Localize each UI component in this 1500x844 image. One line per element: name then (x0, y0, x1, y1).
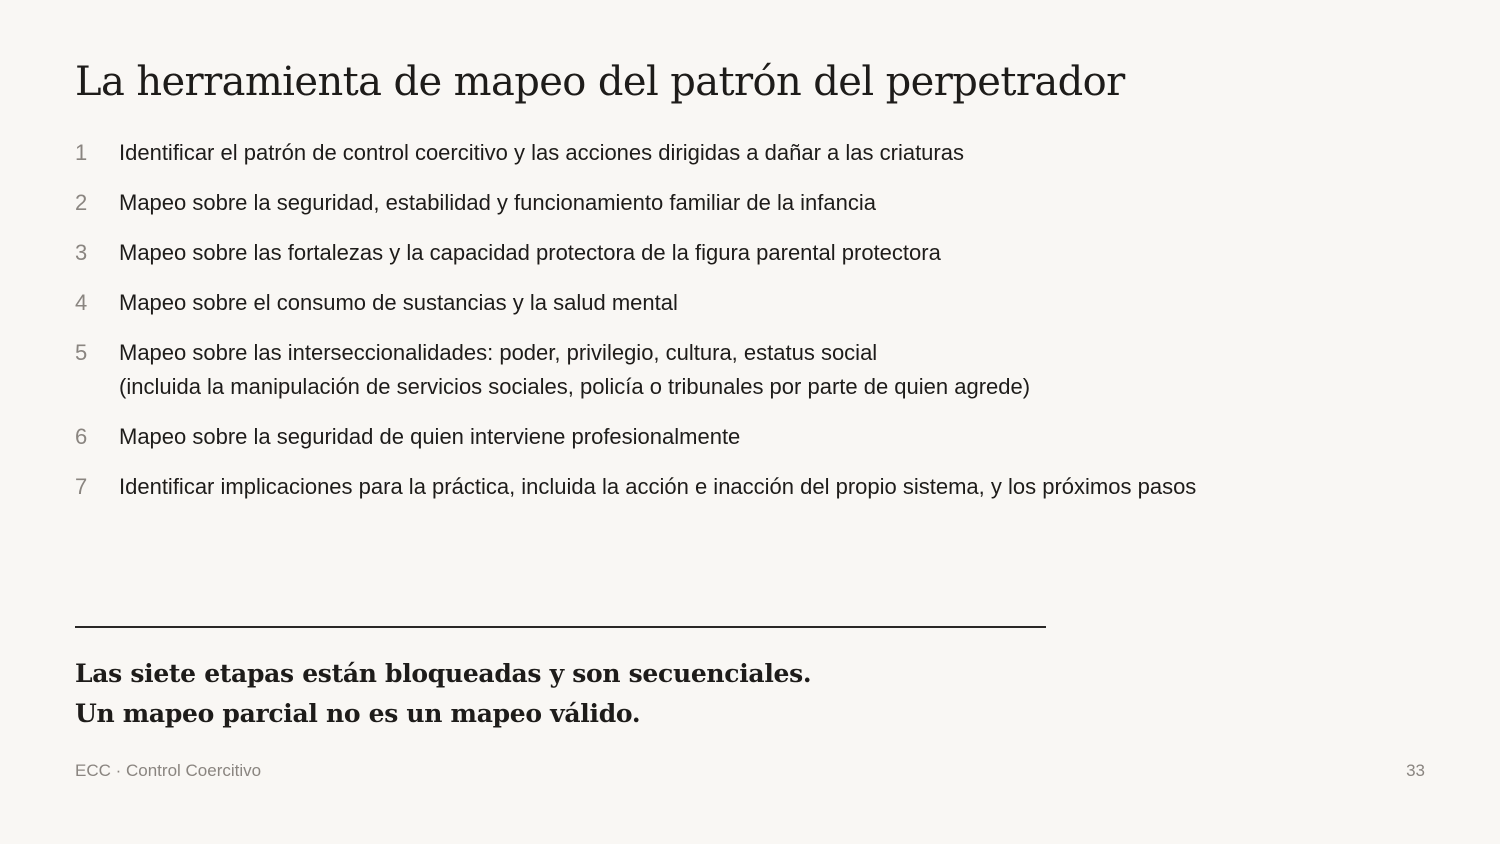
step-number: 5 (75, 340, 88, 365)
step-line: Mapeo sobre las fortalezas y la capacidad protectora de la figura parental protectora (119, 240, 941, 265)
page-number: 33 (1406, 761, 1425, 780)
step-line: Mapeo sobre la seguridad, estabilidad y funcionamiento familiar de la infancia (119, 190, 877, 215)
footer-source: ECC · Control Coercitivo (75, 761, 262, 780)
step-item (75, 470, 1375, 504)
step-text (119, 186, 876, 220)
step-text (119, 470, 1196, 504)
step-item (75, 186, 1375, 220)
divider (75, 626, 1046, 628)
closing-statement (75, 654, 811, 734)
step-text (119, 136, 964, 170)
step-item (75, 336, 1375, 404)
step-line: Mapeo sobre la seguridad de quien interviene profesionalmente (119, 424, 741, 449)
step-item (75, 286, 1375, 320)
step-number: 2 (75, 190, 88, 215)
step-line: Identificar el patrón de control coercitivo y las acciones dirigidas a dañar a las criaturas (119, 140, 964, 165)
step-text (119, 336, 1030, 404)
step-number: 1 (75, 140, 88, 165)
steps-list (75, 136, 1375, 520)
closing-line: Las siete etapas están bloqueadas y son secuenciales. (75, 659, 812, 688)
step-number: 3 (75, 240, 88, 265)
slide-title: La herramienta de mapeo del patrón del perpetrador (75, 59, 1125, 105)
step-number: 4 (75, 290, 88, 315)
step-number: 7 (75, 474, 88, 499)
step-text (119, 286, 678, 320)
step-item (75, 236, 1375, 270)
step-item (75, 420, 1375, 454)
step-line: Mapeo sobre el consumo de sustancias y la salud mental (119, 290, 678, 315)
step-line: Mapeo sobre las interseccionalidades: poder, privilegio, cultura, estatus social (119, 340, 878, 365)
step-text (119, 420, 740, 454)
step-text (119, 236, 941, 270)
step-line: (incluida la manipulación de servicios sociales, policía o tribunales por parte de quien agrede) (119, 374, 1031, 399)
step-item (75, 136, 1375, 170)
closing-line: Un mapeo parcial no es un mapeo válido. (75, 699, 641, 728)
step-line: Identificar implicaciones para la práctica, incluida la acción e inacción del propio sistema, y los próximos pasos (119, 474, 1197, 499)
step-number: 6 (75, 424, 88, 449)
